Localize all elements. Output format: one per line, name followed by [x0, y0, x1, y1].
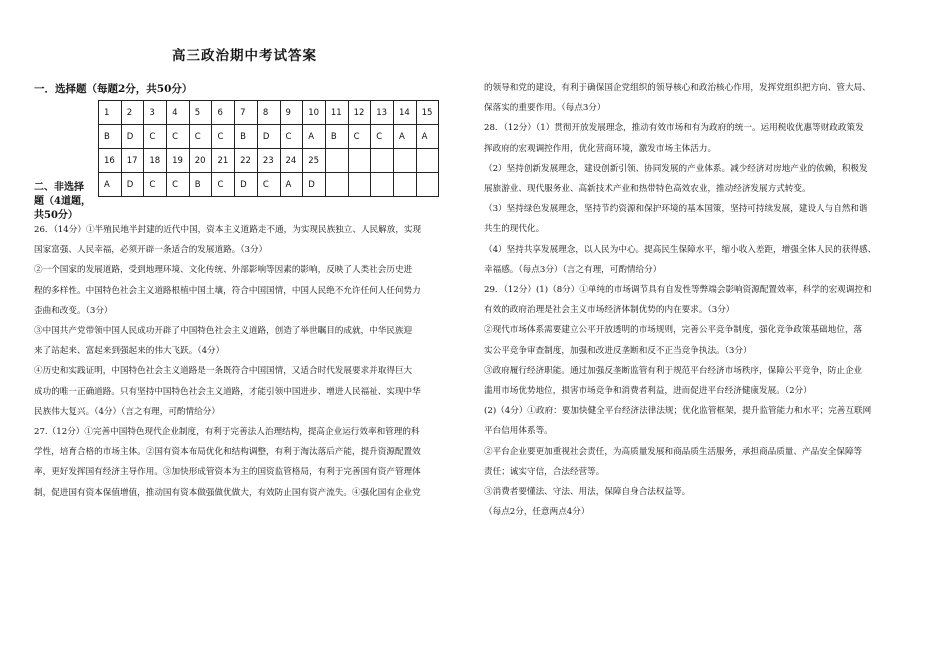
answer-cell: C	[257, 173, 280, 197]
answer-cell: C	[348, 125, 371, 149]
answer-text-line: 26．（14分）①半殖民地半封建的近代中国，资本主义道路走不通，为实现民族独立、人民解放，实现	[34, 225, 422, 235]
answer-cell: C	[212, 173, 235, 197]
answer-text-line: (2)（4分）①政府：要加快健全平台经济法律法规；优化监管框架，提升监管能力和水平；完善互联网	[484, 406, 872, 417]
answer-cell: A	[416, 125, 439, 149]
question-number-cell: 12	[348, 101, 371, 125]
question-number-cell: 15	[416, 101, 439, 125]
answer-text-line: ②一个国家的发展道路，受到地理环境、文化传统、外部影响等因素的影响，反映了人类社会历史进	[34, 265, 413, 276]
answer-cell: D	[257, 125, 280, 149]
answer-text-line: 学性，培育合格的市场主体。②国有资本布局优化和结构调整，有利于淘汰落后产能，提升资源配置效	[34, 447, 421, 458]
answer-cell	[416, 173, 439, 197]
question-number-cell: 14	[393, 101, 416, 125]
answer-text-line: ④历史和实践证明，中国特色社会主义道路是一条既符合中国国情，又适合时代发展要求并取得巨大	[34, 366, 413, 377]
answer-table-row	[99, 149, 439, 173]
question-number-cell: 25	[303, 149, 326, 173]
answer-text-line: 歪曲和改变。（3分）	[34, 305, 113, 316]
answer-cell: B	[99, 125, 122, 149]
question-number-cell: 17	[121, 149, 144, 173]
question-number-cell: 4	[167, 101, 190, 125]
answer-text-line: （2）坚持创新发展理念，建设创新引领、协同发展的产业体系。减少经济对房地产业的依赖，积极发	[484, 163, 868, 174]
answer-cell: C	[189, 125, 212, 149]
answer-cell: C	[212, 125, 235, 149]
answer-text-line: 责任；诚实守信，合法经营等。	[484, 466, 605, 477]
question-number-cell: 9	[280, 101, 303, 125]
question-number-cell: 16	[99, 149, 122, 173]
question-number-cell: 18	[144, 149, 167, 173]
answer-text-line: 挥政府的宏观调控作用，优化营商环境，激发市场主体活力。	[484, 143, 717, 154]
answer-cell: A	[393, 125, 416, 149]
answer-cell: D	[235, 173, 258, 197]
question-number-cell: 20	[189, 149, 212, 173]
question-number-cell	[371, 149, 394, 173]
answer-text-line: 幸福感。（每点3分）（言之有理，可酌情给分）	[484, 264, 662, 275]
question-number-cell: 23	[257, 149, 280, 173]
answer-text-line: 有效的政府治理是社会主义市场经济体制优势的内在要求。（3分）	[484, 305, 735, 316]
question-number-cell: 10	[303, 101, 326, 125]
question-number-cell: 11	[325, 101, 348, 125]
question-number-cell: 6	[212, 101, 235, 125]
answer-cell: D	[303, 173, 326, 197]
answer-text-line: 滥用市场优势地位，损害市场竞争和消费者利益，进而促进平台经济健康发展。（2分）	[484, 386, 812, 397]
question-number-cell: 2	[121, 101, 144, 125]
answer-text-line: 国家富强、人民幸福，必须开辟一条适合的发展道路。（3分）	[34, 245, 268, 256]
section-heading-essay	[34, 181, 94, 223]
answer-text-line: 来了站起来、富起来到强起来的伟大飞跃。（4分）	[34, 346, 225, 357]
answer-text-line: 民族伟大复兴。（4分）（言之有理，可酌情给分）	[34, 406, 220, 417]
answer-cell: C	[280, 125, 303, 149]
answer-text-line: 平台信用体系等。	[484, 426, 553, 437]
answer-cell: C	[167, 173, 190, 197]
section-heading-essay-line: 题（4道题，	[34, 196, 91, 207]
answer-cell	[325, 173, 348, 197]
answer-text-line: 展旅游业、现代服务业、高新技术产业和热带特色高效农业，推动经济发展方式转变。	[484, 184, 811, 195]
answer-text-line: 29．（12分）(1)（8分）①单纯的市场调节具有自发性等弊端会影响资源配置效率，科学的宏观调控和	[484, 285, 872, 296]
answer-text-line: 保落实的重要作用。（每点3分）	[484, 103, 606, 114]
answer-cell: C	[144, 125, 167, 149]
question-number-cell: 19	[167, 149, 190, 173]
page-title: 高三政治期中考试答案	[172, 48, 317, 64]
answer-cell: D	[121, 173, 144, 197]
answer-cell: C	[144, 173, 167, 197]
answer-text-line: 27.（12分）①完善中国特色现代企业制度，有利于完善法人治理结构，提高企业运行效率和管理的科	[34, 427, 420, 438]
section-heading-choice: 一．选择题（每题2分，共50分）	[34, 83, 193, 95]
question-number-cell: 3	[144, 101, 167, 125]
question-number-cell: 1	[99, 101, 122, 125]
question-number-cell: 8	[257, 101, 280, 125]
answer-text-line: ③中国共产党带领中国人民成功开辟了中国特色社会主义道路，创造了举世瞩目的成就，中华民族迎	[34, 326, 413, 337]
answer-table	[98, 100, 439, 197]
question-number-cell: 22	[235, 149, 258, 173]
answer-cell: D	[121, 125, 144, 149]
answer-text-line: （4）坚持共享发展理念，以人民为中心。提高民生保障水平，缩小收入差距，增强全体人民的获得感、	[484, 244, 877, 255]
question-number-cell: 7	[235, 101, 258, 125]
answer-text-line: ③消费者要懂法、守法、用法，保障自身合法权益等。	[484, 487, 691, 498]
answer-table-row	[99, 101, 439, 125]
answer-cell: C	[371, 125, 394, 149]
answer-text-line: 率，更好发挥国有经济主导作用。③加快形成管资本为主的国资监管格局，有利于完善国有资产管理体	[34, 467, 421, 478]
question-number-cell: 5	[189, 101, 212, 125]
left-answer-column	[34, 220, 468, 503]
answer-text-line: 程的多样性。中国特色社会主义道路根植中国土壤，符合中国国情，中国人民绝不允许任何人任何势力	[34, 285, 421, 296]
question-number-cell: 13	[371, 101, 394, 125]
right-answer-column	[484, 78, 914, 522]
answer-cell: B	[325, 125, 348, 149]
answer-text-line: 共生的现代化。	[484, 224, 545, 235]
question-number-cell	[325, 149, 348, 173]
answer-text-line: 制，促进国有资本保值增值，推动国有资本做强做优做大，有效防止国有资产流失。④强化国有企业党	[34, 487, 421, 498]
answer-text-line: ②现代市场体系需要建立公平开放透明的市场规则，完善公平竞争制度，强化竞争政策基础地位，落	[484, 325, 863, 336]
answer-text-line: 28．（12分）（1）贯彻开放发展理念，推动有效市场和有为政府的统一。运用税收优惠等财政政策发	[484, 123, 864, 134]
answer-cell: B	[235, 125, 258, 149]
answer-text-line: （每点2分，任意两点4分）	[484, 507, 590, 518]
answer-cell: A	[303, 125, 326, 149]
answer-table-row	[99, 173, 439, 197]
section-heading-essay-line: 二、非选择	[34, 182, 84, 193]
answer-cell: A	[99, 173, 122, 197]
answer-text-line: （3）坚持绿色发展理念，坚持节约资源和保护环境的基本国策，坚持可持续发展，建设人与自然和谐	[484, 204, 868, 215]
answer-cell	[348, 173, 371, 197]
question-number-cell	[416, 149, 439, 173]
answer-text-line: 成功的唯一正确道路。只有坚持中国特色社会主义道路，才能引领中国进步、增进人民福祉、实现中华	[34, 386, 421, 397]
answer-text-line: 的领导和党的建设，有利于确保国企党组织的领导核心和政治核心作用，发挥党组织把方向、管大局、	[484, 83, 871, 93]
answer-table-row	[99, 125, 439, 149]
answer-text-line: 实公平竞争审查制度，加强和改进反垄断和反不正当竞争执法。（3分）	[484, 345, 752, 356]
answer-text-line: ②平台企业要更加重视社会责任，为高质量发展和商品质生活服务，承担商品质量、产品安全保障等	[484, 446, 863, 457]
answer-cell: B	[189, 173, 212, 197]
answer-cell	[393, 173, 416, 197]
answer-cell: C	[167, 125, 190, 149]
answer-text-line: ③政府履行经济职能。通过加强反垄断监管有利于规范平台经济市场秩序，保障公平竞争，防止企业	[484, 365, 863, 376]
section-heading-essay-line: 共50分）	[34, 210, 78, 221]
question-number-cell: 21	[212, 149, 235, 173]
question-number-cell	[348, 149, 371, 173]
answer-cell	[371, 173, 394, 197]
question-number-cell	[393, 149, 416, 173]
answer-cell: A	[280, 173, 303, 197]
question-number-cell: 24	[280, 149, 303, 173]
